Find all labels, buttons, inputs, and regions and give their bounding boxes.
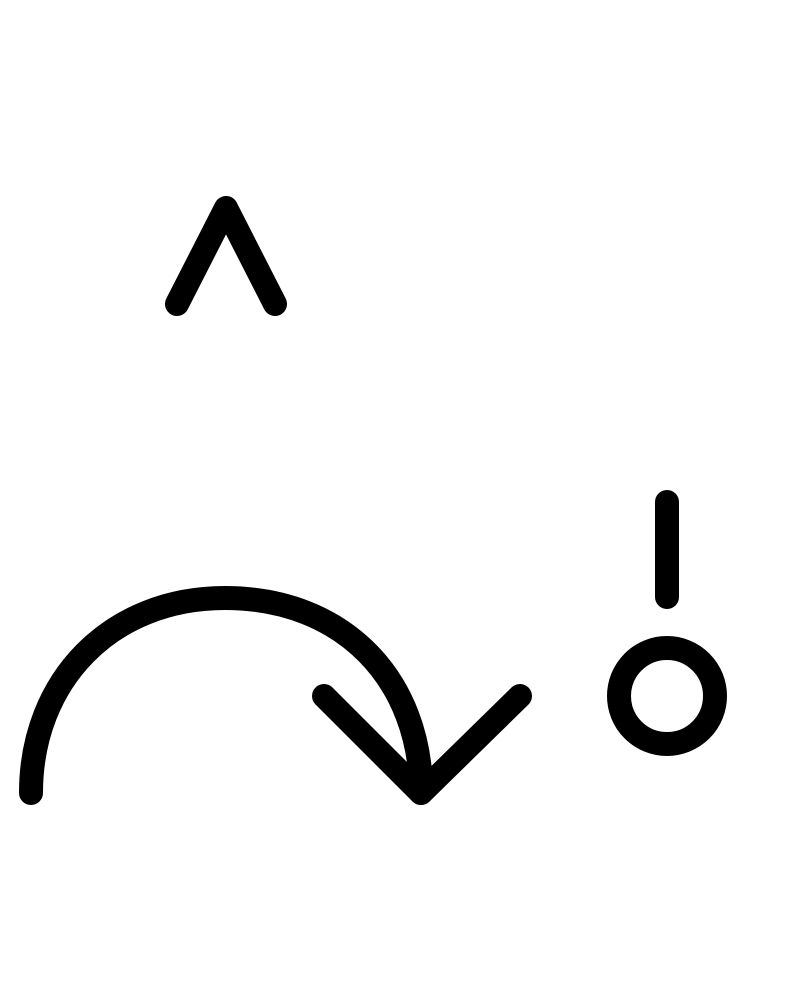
- caret-up-icon: [177, 208, 275, 304]
- curved-arrow-down-icon: [31, 598, 520, 793]
- exclamation-icon: [619, 502, 715, 744]
